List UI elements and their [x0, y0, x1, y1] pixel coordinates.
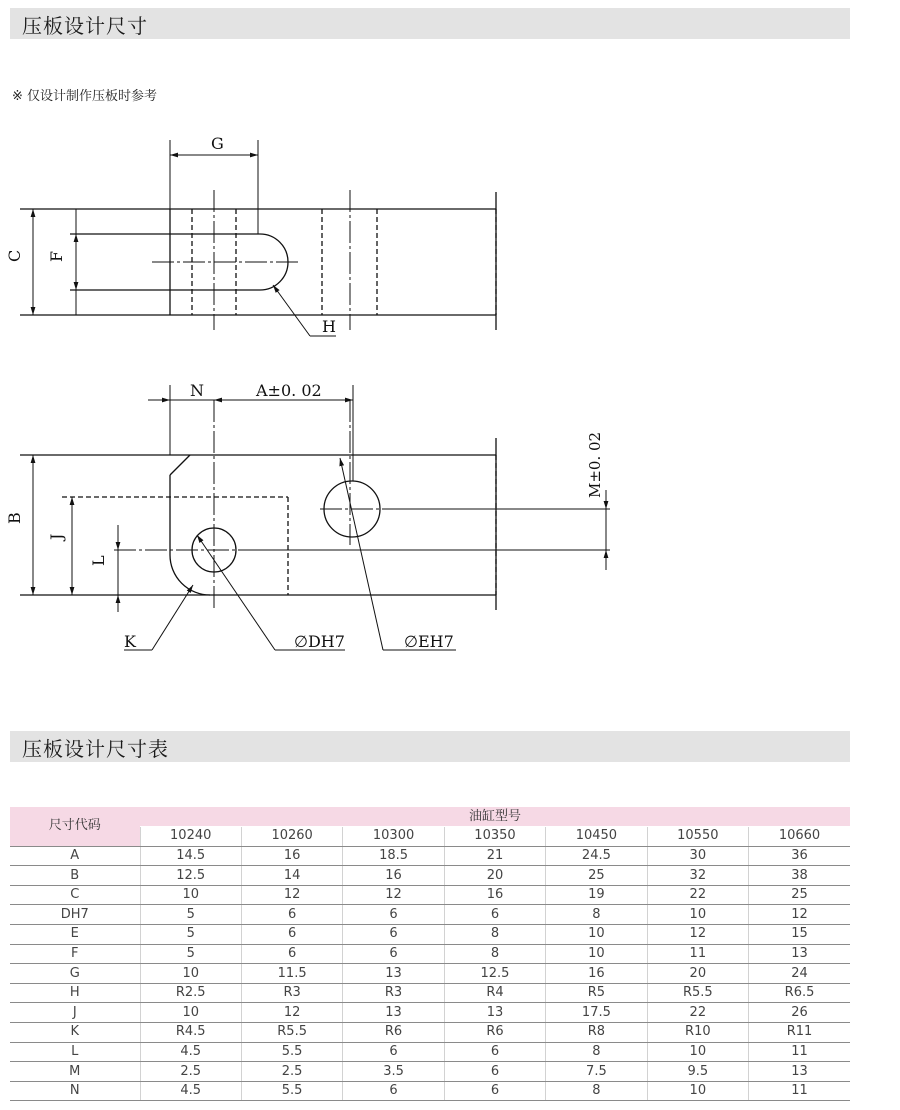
dimension-value: 6: [343, 944, 444, 964]
label-H: H: [322, 317, 336, 336]
dimension-value: 11: [749, 1042, 850, 1062]
dimension-code: K: [10, 1023, 140, 1043]
table-row: [10, 925, 850, 945]
table-row: [10, 944, 850, 964]
dimension-value: 19: [546, 885, 647, 905]
dimension-value: 2.5: [241, 1062, 342, 1082]
dimension-value: 13: [343, 1003, 444, 1023]
dimension-value: 25: [749, 885, 850, 905]
dimension-code: E: [10, 925, 140, 945]
dimension-value: R6: [343, 1023, 444, 1043]
dimension-value: 13: [749, 1062, 850, 1082]
dimension-value: R2.5: [140, 983, 241, 1003]
dimension-value: 12: [241, 1003, 342, 1023]
label-A: A±0. 02: [256, 381, 322, 400]
dimension-value: 10: [546, 944, 647, 964]
table-row: [10, 866, 850, 886]
dimension-value: 6: [444, 905, 545, 925]
label-F: F: [47, 250, 66, 262]
dimension-value: 18.5: [343, 846, 444, 866]
dimension-value: 12: [241, 885, 342, 905]
dimension-value: 5: [140, 944, 241, 964]
label-EH7: ∅EH7: [404, 632, 454, 651]
dimension-value: 24.5: [546, 846, 647, 866]
dimension-value: 17.5: [546, 1003, 647, 1023]
dimension-code: A: [10, 846, 140, 866]
dimension-value: 16: [444, 885, 545, 905]
dimension-table: [10, 807, 850, 1101]
dimension-value: 4.5: [140, 1081, 241, 1101]
label-L: L: [89, 555, 108, 566]
dimension-value: 16: [241, 846, 342, 866]
table-row: [10, 846, 850, 866]
label-B: B: [5, 512, 24, 524]
dimension-value: 21: [444, 846, 545, 866]
model-header: 10550: [647, 827, 748, 847]
model-header: 10240: [140, 827, 241, 847]
section-header-design: [10, 8, 850, 39]
label-K: K: [124, 632, 136, 651]
dimension-value: 20: [647, 964, 748, 984]
dimension-value: 9.5: [647, 1062, 748, 1082]
dimension-value: 7.5: [546, 1062, 647, 1082]
dimension-code: M: [10, 1062, 140, 1082]
dimension-value: 12: [647, 925, 748, 945]
dimension-value: 20: [444, 866, 545, 886]
dimension-value: 8: [444, 944, 545, 964]
dimension-value: 6: [241, 944, 342, 964]
dimension-value: 6: [241, 905, 342, 925]
dimension-value: 30: [647, 846, 748, 866]
dimension-value: R3: [241, 983, 342, 1003]
dimension-value: 6: [444, 1081, 545, 1101]
dimension-value: 14.5: [140, 846, 241, 866]
section-header-table: [10, 731, 850, 762]
section-title-design: 压板设计尺寸: [22, 14, 148, 38]
dimension-value: 10: [140, 1003, 241, 1023]
dimension-value: 38: [749, 866, 850, 886]
dimension-code: L: [10, 1042, 140, 1062]
dimension-value: 6: [444, 1062, 545, 1082]
bottom-view: [20, 385, 610, 650]
dimension-value: 12.5: [444, 964, 545, 984]
dimension-value: R11: [749, 1023, 850, 1043]
dimension-value: 12.5: [140, 866, 241, 886]
dimension-value: 3.5: [343, 1062, 444, 1082]
dimension-value: 32: [647, 866, 748, 886]
dimension-value: 6: [343, 1042, 444, 1062]
dimension-value: 16: [343, 866, 444, 886]
dimension-value: 14: [241, 866, 342, 886]
clamp-plate-drawing: [0, 110, 640, 670]
label-M: M±0. 02: [586, 431, 604, 498]
dimension-value: 16: [546, 964, 647, 984]
top-view: [20, 140, 496, 336]
dimension-value: 5.5: [241, 1042, 342, 1062]
design-note: ※ 仅设计制作压板时参考: [12, 89, 158, 104]
dimension-value: 2.5: [140, 1062, 241, 1082]
dimension-value: 36: [749, 846, 850, 866]
dimension-value: 10: [647, 1042, 748, 1062]
code-header: 尺寸代码: [10, 807, 140, 846]
dimension-code: N: [10, 1081, 140, 1101]
dimension-value: R4.5: [140, 1023, 241, 1043]
table-row: [10, 885, 850, 905]
dimension-value: R4: [444, 983, 545, 1003]
section-title-table: 压板设计尺寸表: [22, 737, 169, 761]
dimension-value: 10: [140, 964, 241, 984]
dimension-value: 15: [749, 925, 850, 945]
model-header: 10450: [546, 827, 647, 847]
dimension-value: 4.5: [140, 1042, 241, 1062]
dimension-value: 8: [546, 1042, 647, 1062]
dimension-value: R6.5: [749, 983, 850, 1003]
model-group-header: 油缸型号: [140, 807, 850, 827]
dimension-value: 13: [749, 944, 850, 964]
table-row: [10, 983, 850, 1003]
dimension-value: 5: [140, 925, 241, 945]
dimension-value: 11: [749, 1081, 850, 1101]
dimension-value: 10: [140, 885, 241, 905]
dimension-value: 8: [444, 925, 545, 945]
label-N: N: [190, 381, 204, 400]
table-row: [10, 1062, 850, 1082]
dimension-value: 6: [444, 1042, 545, 1062]
dimension-value: 10: [546, 925, 647, 945]
dimension-value: 6: [343, 905, 444, 925]
dimension-value: 12: [749, 905, 850, 925]
dimension-value: 11: [647, 944, 748, 964]
dimension-value: R3: [343, 983, 444, 1003]
dimension-value: R8: [546, 1023, 647, 1043]
table-row: [10, 1081, 850, 1101]
dimension-value: 6: [343, 925, 444, 945]
dimension-value: 12: [343, 885, 444, 905]
label-J: J: [47, 533, 66, 540]
dimension-code: C: [10, 885, 140, 905]
dimension-value: 22: [647, 1003, 748, 1023]
dimension-code: H: [10, 983, 140, 1003]
dimension-value: 6: [241, 925, 342, 945]
dimension-value: R10: [647, 1023, 748, 1043]
dimension-value: 8: [546, 905, 647, 925]
dimension-value: 13: [343, 964, 444, 984]
dimension-code: B: [10, 866, 140, 886]
dimension-value: 5.5: [241, 1081, 342, 1101]
table-row: [10, 1042, 850, 1062]
label-DH7: ∅DH7: [294, 632, 345, 651]
dimension-value: 25: [546, 866, 647, 886]
dimension-code: DH7: [10, 905, 140, 925]
dimension-value: 13: [444, 1003, 545, 1023]
label-G: G: [211, 134, 224, 153]
dimension-code: G: [10, 964, 140, 984]
dimension-value: R5.5: [647, 983, 748, 1003]
table-row: [10, 1003, 850, 1023]
table-row: [10, 964, 850, 984]
dimension-value: 22: [647, 885, 748, 905]
model-header: 10660: [749, 827, 850, 847]
dimension-value: 8: [546, 1081, 647, 1101]
table-row: [10, 1023, 850, 1043]
model-header: 10350: [444, 827, 545, 847]
dimension-value: R5.5: [241, 1023, 342, 1043]
dimension-value: 6: [343, 1081, 444, 1101]
model-header: 10260: [241, 827, 342, 847]
dimension-code: F: [10, 944, 140, 964]
dimension-value: 24: [749, 964, 850, 984]
dimension-value: 10: [647, 1081, 748, 1101]
dimension-value: 26: [749, 1003, 850, 1023]
model-header: 10300: [343, 827, 444, 847]
dimension-value: 5: [140, 905, 241, 925]
label-C: C: [5, 249, 24, 262]
dimension-value: 10: [647, 905, 748, 925]
dimension-value: R6: [444, 1023, 545, 1043]
dimension-value: 11.5: [241, 964, 342, 984]
table-row: [10, 905, 850, 925]
dimension-code: J: [10, 1003, 140, 1023]
dimension-value: R5: [546, 983, 647, 1003]
